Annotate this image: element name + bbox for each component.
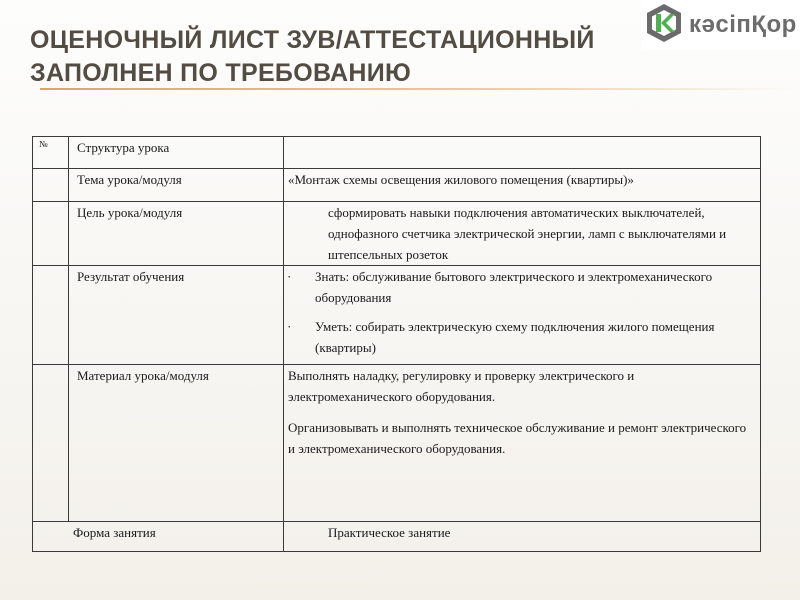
number-cell (33, 365, 69, 522)
number-sign: № (39, 139, 48, 149)
row-value-cell (284, 266, 761, 365)
structure-header-cell (69, 137, 284, 169)
row-label-cell (69, 202, 284, 266)
title-line-2: ЗАПОЛНЕН ПО ТРЕБОВАНИЮ (30, 59, 412, 87)
assessment-table (32, 136, 761, 552)
row-value-cell (284, 202, 761, 266)
kasipkor-logo-icon (643, 2, 685, 49)
row-value: сформировать навыки подключения автоматических выключателей, однофазного счетчика электрической энергии, ламп с выключателями и штепсельных розеток (328, 205, 727, 262)
bullet-icon: · (287, 319, 292, 334)
row-label-cell (69, 365, 284, 522)
row-value-cell (284, 169, 761, 202)
row-label-cell (69, 169, 284, 202)
row-label: Результат обучения (77, 269, 185, 284)
row-value: «Монтаж схемы освещения жилового помещения (квартиры)» (288, 172, 634, 187)
table-footer-row (33, 522, 761, 552)
form-label-cell (33, 522, 284, 552)
form-value-cell (284, 522, 761, 552)
table-header-row (33, 137, 761, 169)
material-paragraph: Организовывать и выполнять техническое обслуживание и ремонт электрического и электромеханического оборудования. (288, 420, 747, 456)
number-cell (33, 266, 69, 365)
value-header-cell (284, 137, 761, 169)
table-row (33, 266, 761, 365)
row-label: Материал урока/модуля (77, 368, 209, 383)
learning-outcome-text: Уметь: собирать электрическую схему подключения жилого помещения (квартиры) (315, 319, 715, 355)
number-cell (33, 169, 69, 202)
row-label: Цель урока/модуля (77, 205, 183, 220)
bullet-icon: · (287, 269, 292, 284)
title-divider (40, 88, 800, 90)
row-value-cell (284, 365, 761, 522)
number-header-cell (33, 137, 69, 169)
list-item (284, 266, 760, 308)
structure-header-label: Структура урока (77, 140, 170, 155)
learning-outcome-text: Знать: обслуживание бытового электрического и электромеханического оборудования (315, 269, 713, 305)
table-row (33, 365, 761, 522)
table-row (33, 202, 761, 266)
row-label-cell (69, 266, 284, 365)
number-cell (33, 202, 69, 266)
form-value: Практическое занятие (328, 525, 451, 540)
slide-title (30, 24, 640, 90)
form-label: Форма занятия (73, 525, 156, 540)
list-item (284, 316, 760, 358)
logo (641, 0, 800, 50)
material-paragraph: Выполнять наладку, регулировку и проверку электрического и электромеханического оборудования. (288, 368, 635, 404)
row-label: Тема урока/модуля (77, 172, 182, 187)
logo-text: кәсіпҚор (689, 11, 797, 38)
table-row (33, 169, 761, 202)
title-line-1: ОЦЕНОЧНЫЙ ЛИСТ ЗУВ/АТТЕСТАЦИОННЫЙ (30, 26, 595, 54)
